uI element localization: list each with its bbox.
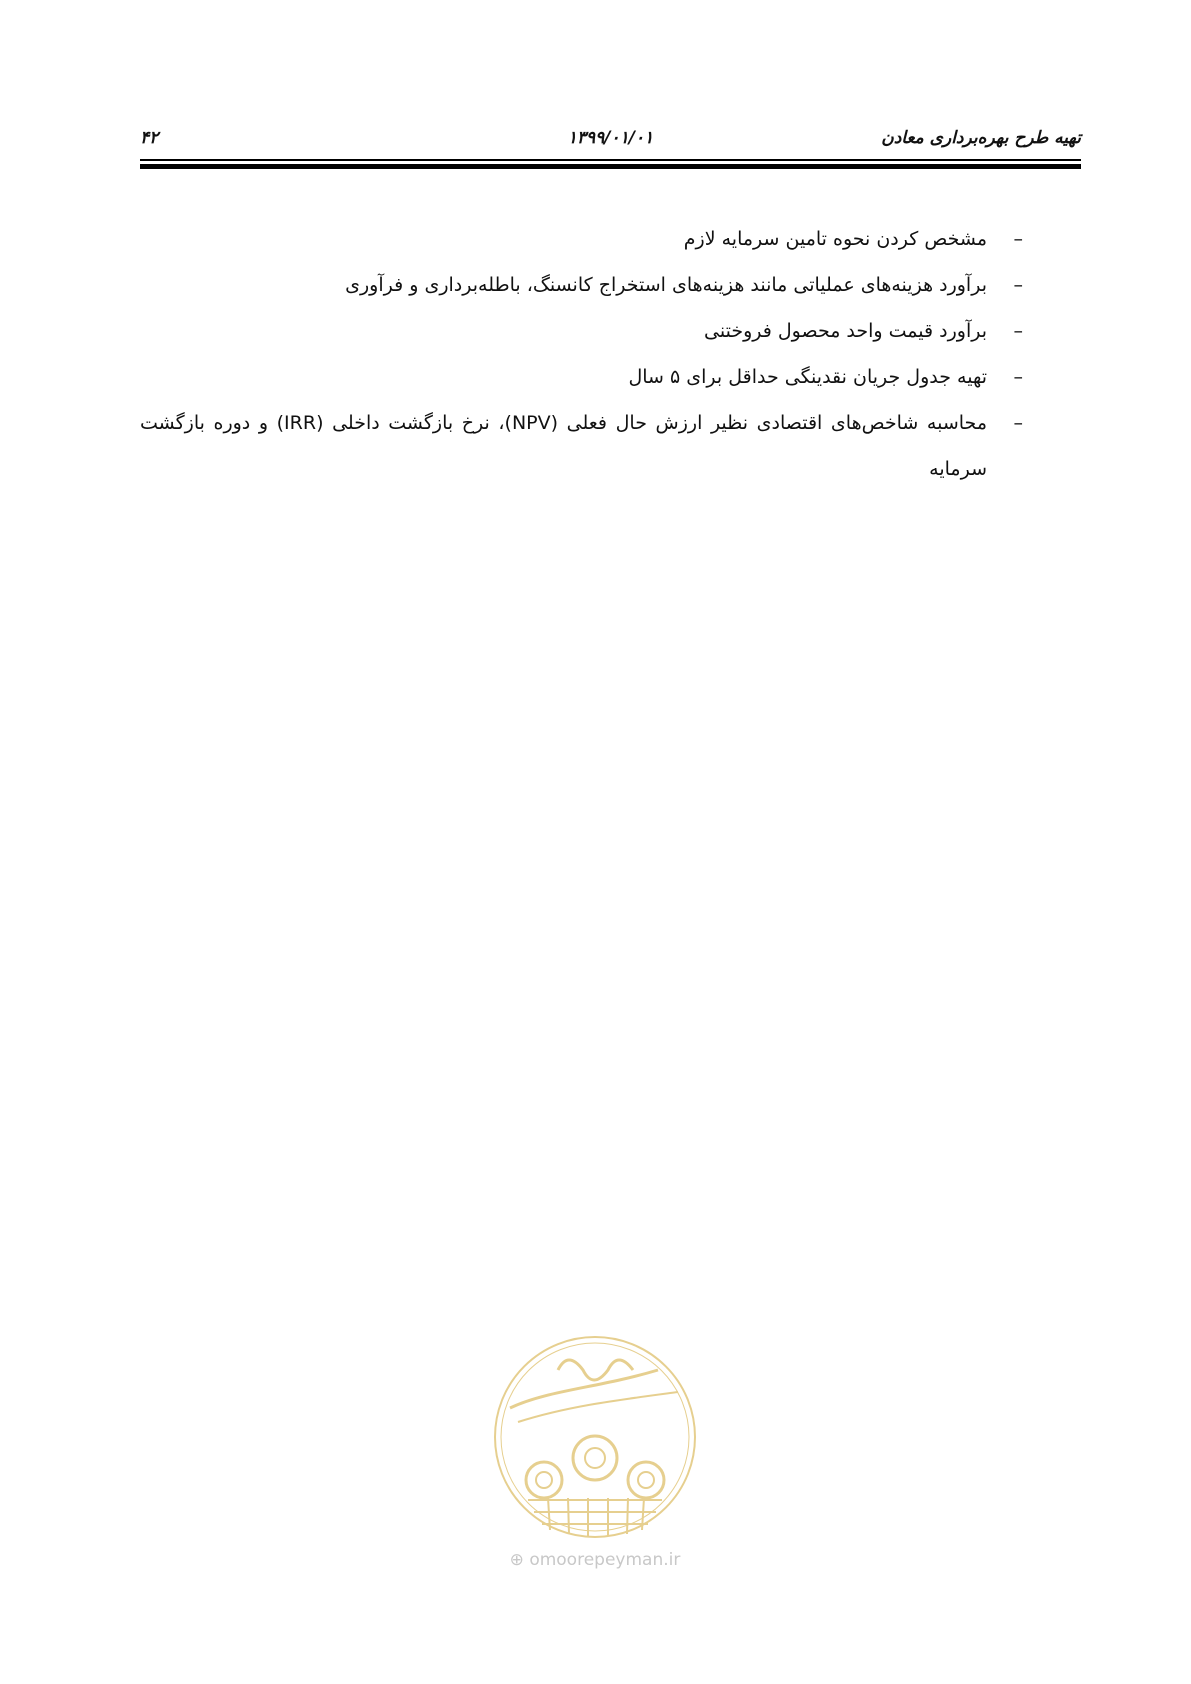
list-item-text: محاسبه شاخص‌های اقتصادی نظیر ارزش حال فعلی (NPV)، نرخ بازگشت داخلی (IRR) و دوره بازگشت سرمایه — [140, 412, 987, 480]
page-number: ۴۲ — [140, 128, 159, 148]
bullet-dash: – — [1013, 412, 1023, 434]
watermark-logo — [488, 1330, 702, 1570]
seal-icon — [488, 1330, 702, 1544]
header-title: تهیه طرح بهره‌برداری معادن — [881, 128, 1081, 148]
header-rule-thin — [140, 159, 1081, 161]
bullet-dash: – — [1013, 366, 1023, 388]
list-item — [140, 308, 1081, 354]
list-item — [140, 262, 1081, 308]
page-header — [140, 128, 1081, 158]
bullet-dash: – — [1013, 320, 1023, 342]
watermark-url — [488, 1550, 702, 1570]
list-item-text: تهیه جدول جریان نقدینگی حداقل برای ۵ سال — [628, 366, 987, 388]
bullet-list — [140, 216, 1081, 492]
list-item — [140, 354, 1081, 400]
watermark-url-text: omoorepeyman.ir — [529, 1550, 681, 1570]
list-item-text: برآورد قیمت واحد محصول فروختنی — [704, 320, 987, 342]
header-rule-thick — [140, 164, 1081, 169]
list-item-text: مشخص کردن نحوه تامین سرمایه لازم — [683, 228, 987, 250]
list-item — [140, 216, 1081, 262]
header-date: ۱۳۹۹/۰۱/۰۱ — [567, 128, 654, 148]
list-item — [140, 400, 1081, 492]
globe-icon: ⊕ — [509, 1550, 524, 1570]
list-item-text: برآورد هزینه‌های عملیاتی مانند هزینه‌های استخراج کانسنگ، باطله‌برداری و فرآوری — [345, 274, 987, 296]
bullet-dash: – — [1013, 228, 1023, 250]
bullet-dash: – — [1013, 274, 1023, 296]
